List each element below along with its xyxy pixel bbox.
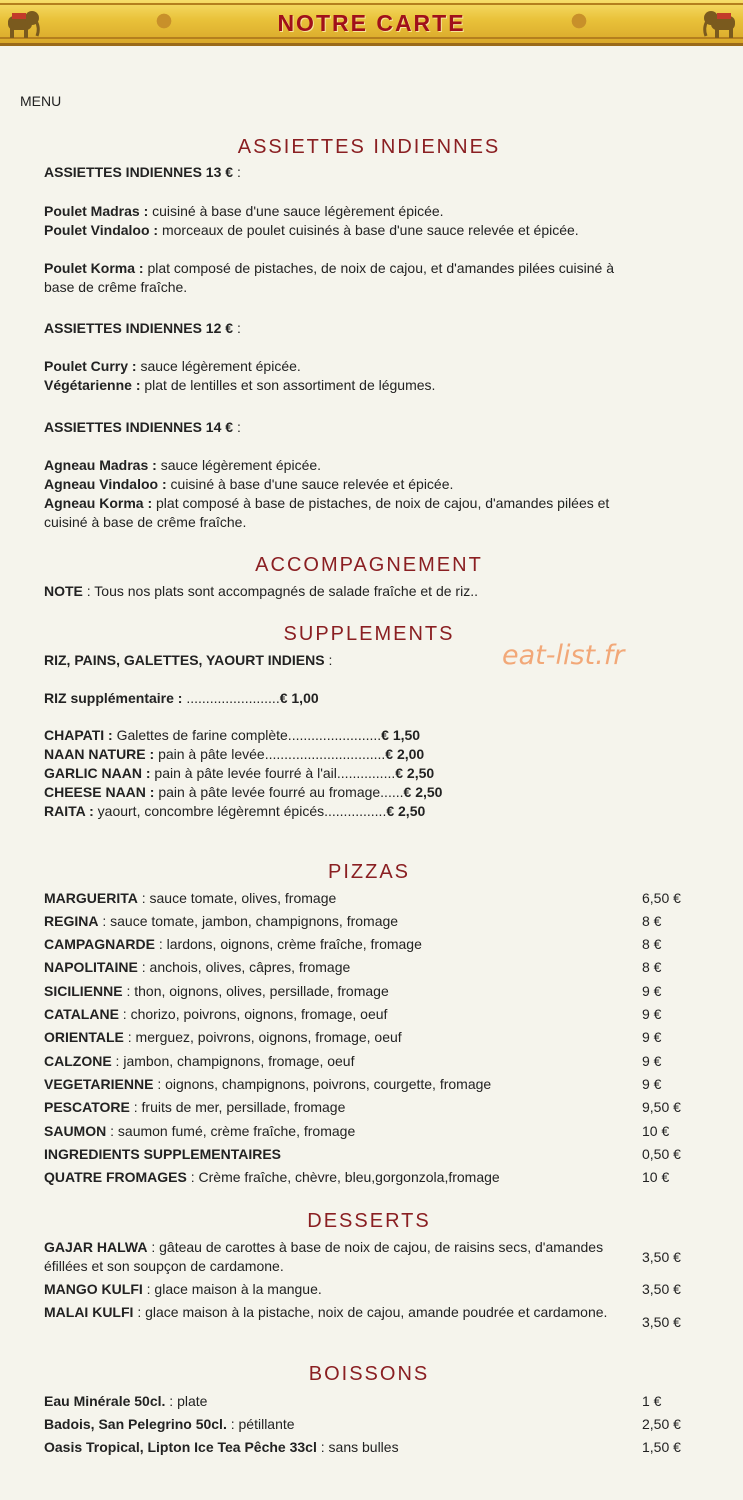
item-desc: : pétillante <box>226 1416 295 1432</box>
supplement-item <box>44 783 644 802</box>
item-name: RAITA : <box>44 803 94 819</box>
section-title-desserts: DESSERTS <box>307 1210 431 1232</box>
item-desc: : anchois, olives, câpres, fromage <box>137 959 351 975</box>
menu-item <box>44 202 619 221</box>
item-name: Eau Minérale 50cl. <box>44 1393 166 1409</box>
item-name: PESCATORE <box>44 1099 130 1115</box>
supplement-item <box>44 726 644 745</box>
item-desc: cuisiné à base d'une sauce légèrement épicée. <box>148 203 444 219</box>
item-price: 8 € <box>642 913 662 929</box>
item-price: € 2,50 <box>403 784 443 800</box>
section-title-pizzas: PIZZAS <box>327 861 410 883</box>
item-desc: morceaux de poulet cuisinés à base d'une sauce relevée et épicée. <box>158 222 579 238</box>
item-desc: : sauce tomate, jambon, champignons, fromage <box>98 913 399 929</box>
item-price: € 1,50 <box>381 727 421 743</box>
item-name: CHAPATI : <box>44 727 113 743</box>
item-desc: : chorizo, poivrons, oignons, fromage, oeuf <box>118 1006 388 1022</box>
item-price: 8 € <box>642 959 662 975</box>
item-price: 1,50 € <box>642 1439 681 1455</box>
item-desc: : plate <box>165 1393 208 1409</box>
item-name: Végétarienne : <box>44 377 141 393</box>
note <box>44 582 644 601</box>
section-title-accompagnement: ACCOMPAGNEMENT <box>255 554 483 576</box>
item-price: 10 € <box>642 1123 670 1139</box>
banner-title: NOTRE CARTE <box>277 10 466 36</box>
item-price: 8 € <box>642 936 662 952</box>
item-name: SAUMON <box>44 1123 107 1139</box>
group-header-label: ASSIETTES INDIENNES 12 € <box>44 320 234 336</box>
menu-item <box>44 475 644 494</box>
menu-item <box>44 456 644 475</box>
menu-item <box>44 494 639 532</box>
item-name: GAJAR HALWA <box>44 1239 148 1255</box>
supplement-item <box>44 764 644 783</box>
item-price: 6,50 € <box>642 890 681 906</box>
item-price: 9 € <box>642 1053 662 1069</box>
section-title-supplements: SUPPLEMENTS <box>283 623 455 645</box>
header-banner <box>0 0 743 46</box>
menu-label[interactable]: MENU <box>20 93 62 109</box>
item-name: REGINA <box>44 913 99 929</box>
item-desc: : lardons, oignons, crème fraîche, fromage <box>154 936 422 952</box>
item-name: Agneau Vindaloo : <box>44 476 167 492</box>
item-name: INGREDIENTS SUPPLEMENTAIRES <box>44 1146 281 1162</box>
item-desc: plat de lentilles et son assortiment de légumes. <box>140 377 436 393</box>
item-name: VEGETARIENNE <box>44 1076 154 1092</box>
item-desc: : saumon fumé, crème fraîche, fromage <box>106 1123 356 1139</box>
group-header-label: ASSIETTES INDIENNES 13 € <box>44 164 234 180</box>
menu-item <box>44 376 644 395</box>
item-desc: plat composé de pistaches, de noix de cajou, et d'amandes pilées cuisiné à base de crême fraîche. <box>44 260 614 295</box>
item-name: NAAN NATURE : <box>44 746 155 762</box>
note-text: : Tous nos plats sont accompagnés de salade fraîche et de riz.. <box>82 583 478 599</box>
item-desc: cuisiné à base d'une sauce relevée et épicée. <box>166 476 454 492</box>
group-header-suffix: : <box>233 164 241 180</box>
dessert-row <box>44 1303 694 1343</box>
section-title-assiettes: ASSIETTES INDIENNES <box>237 136 501 158</box>
item-price: 10 € <box>642 1169 670 1185</box>
item-desc: : glace maison à la mangue. <box>142 1281 322 1297</box>
item-price: 2,50 € <box>642 1416 681 1432</box>
item-price: € 2,50 <box>386 803 426 819</box>
item-price: 3,50 € <box>642 1249 681 1265</box>
item-desc: : thon, oignons, olives, persillade, fromage <box>122 983 389 999</box>
item-name: RIZ supplémentaire : <box>44 690 183 706</box>
note-label: NOTE <box>44 583 83 599</box>
group-header-suffix: : <box>324 652 333 668</box>
item-name: Poulet Curry : <box>44 358 137 374</box>
item-name: NAPOLITAINE <box>44 959 138 975</box>
banner-stripe-bottom <box>0 37 743 39</box>
item-name: ORIENTALE <box>44 1029 124 1045</box>
watermark: eat-list.fr <box>502 640 625 671</box>
item-price: 9 € <box>642 1029 662 1045</box>
item-price: 9,50 € <box>642 1099 681 1115</box>
group-header <box>44 651 644 670</box>
item-desc: : jambon, champignons, fromage, oeuf <box>111 1053 355 1069</box>
group-header <box>44 418 644 437</box>
item-price: 9 € <box>642 1076 662 1092</box>
group-header-label: RIZ, PAINS, GALETTES, YAOURT INDIENS <box>44 652 325 668</box>
group-header-suffix: : <box>233 320 241 336</box>
item-name: Agneau Korma : <box>44 495 153 511</box>
item-price: € 1,00 <box>279 690 319 706</box>
item-price: 9 € <box>642 1006 662 1022</box>
supplement-item <box>44 802 644 821</box>
banner-stripe-top <box>0 3 743 5</box>
item-name: Badois, San Pelegrino 50cl. <box>44 1416 227 1432</box>
item-name: QUATRE FROMAGES <box>44 1169 187 1185</box>
item-desc: : Crème fraîche, chèvre, bleu,gorgonzola,fromage <box>186 1169 500 1185</box>
item-desc: sauce légèrement épicée. <box>136 358 301 374</box>
item-name: CALZONE <box>44 1053 112 1069</box>
item-name: CHEESE NAAN : <box>44 784 155 800</box>
item-price: 0,50 € <box>642 1146 681 1162</box>
item-name: Poulet Madras : <box>44 203 149 219</box>
item-name: CATALANE <box>44 1006 119 1022</box>
item-desc: Galettes de farine complète........................ <box>112 727 382 743</box>
section-title-boissons: BOISSONS <box>308 1363 430 1385</box>
item-desc: pain à pâte levée fourré à l'ail............... <box>150 765 396 781</box>
item-desc: yaourt, concombre légèremnt épicés................ <box>93 803 387 819</box>
item-dots: ........................ <box>182 690 280 706</box>
item-desc: sauce légèrement épicée. <box>156 457 322 473</box>
item-price: € 2,50 <box>395 765 435 781</box>
item-name: Agneau Madras : <box>44 457 157 473</box>
item-desc: : glace maison à la pistache, noix de cajou, amande poudrée et cardamone. <box>133 1304 608 1320</box>
item-desc: : sans bulles <box>316 1439 399 1455</box>
item-price: 1 € <box>642 1393 662 1409</box>
item-name: MALAI KULFI <box>44 1304 134 1320</box>
item-desc: : fruits de mer, persillade, fromage <box>129 1099 346 1115</box>
item-name: GARLIC NAAN : <box>44 765 151 781</box>
dessert-row <box>44 1238 694 1278</box>
menu-item <box>44 221 619 240</box>
item-desc: : gâteau de carottes à base de noix de cajou, de raisins secs, d'amandes éfillées et son soupçon de cardamone. <box>44 1239 604 1274</box>
item-name: MANGO KULFI <box>44 1281 143 1297</box>
item-name: Oasis Tropical, Lipton Ice Tea Pêche 33cl <box>44 1439 317 1455</box>
item-price: 3,50 € <box>642 1314 681 1330</box>
group-header-suffix: : <box>233 419 241 435</box>
item-name: MARGUERITA <box>44 890 138 906</box>
group-header <box>44 319 644 338</box>
group-header <box>44 163 644 182</box>
menu-item <box>44 357 644 376</box>
item-desc: pain à pâte levée............................... <box>154 746 386 762</box>
item-price: € 2,00 <box>385 746 425 762</box>
item-price: 9 € <box>642 983 662 999</box>
supplement-item <box>44 689 644 708</box>
item-desc: plat composé à base de pistaches, de noix de cajou, d'amandes pilées et cuisiné à base de crême fraîche. <box>44 495 610 530</box>
item-name: Poulet Korma : <box>44 260 144 276</box>
group-header-label: ASSIETTES INDIENNES 14 € <box>44 419 234 435</box>
supplement-item <box>44 745 644 764</box>
item-desc: : merguez, poivrons, oignons, fromage, oeuf <box>123 1029 402 1045</box>
item-name: Poulet Vindaloo : <box>44 222 159 238</box>
menu-item <box>44 259 634 297</box>
item-desc: : oignons, champignons, poivrons, courgette, fromage <box>153 1076 492 1092</box>
item-desc: : sauce tomate, olives, fromage <box>137 890 337 906</box>
item-price: 3,50 € <box>642 1281 681 1297</box>
item-desc: pain à pâte levée fourré au fromage...... <box>154 784 404 800</box>
item-name: SICILIENNE <box>44 983 123 999</box>
item-name: CAMPAGNARDE <box>44 936 155 952</box>
